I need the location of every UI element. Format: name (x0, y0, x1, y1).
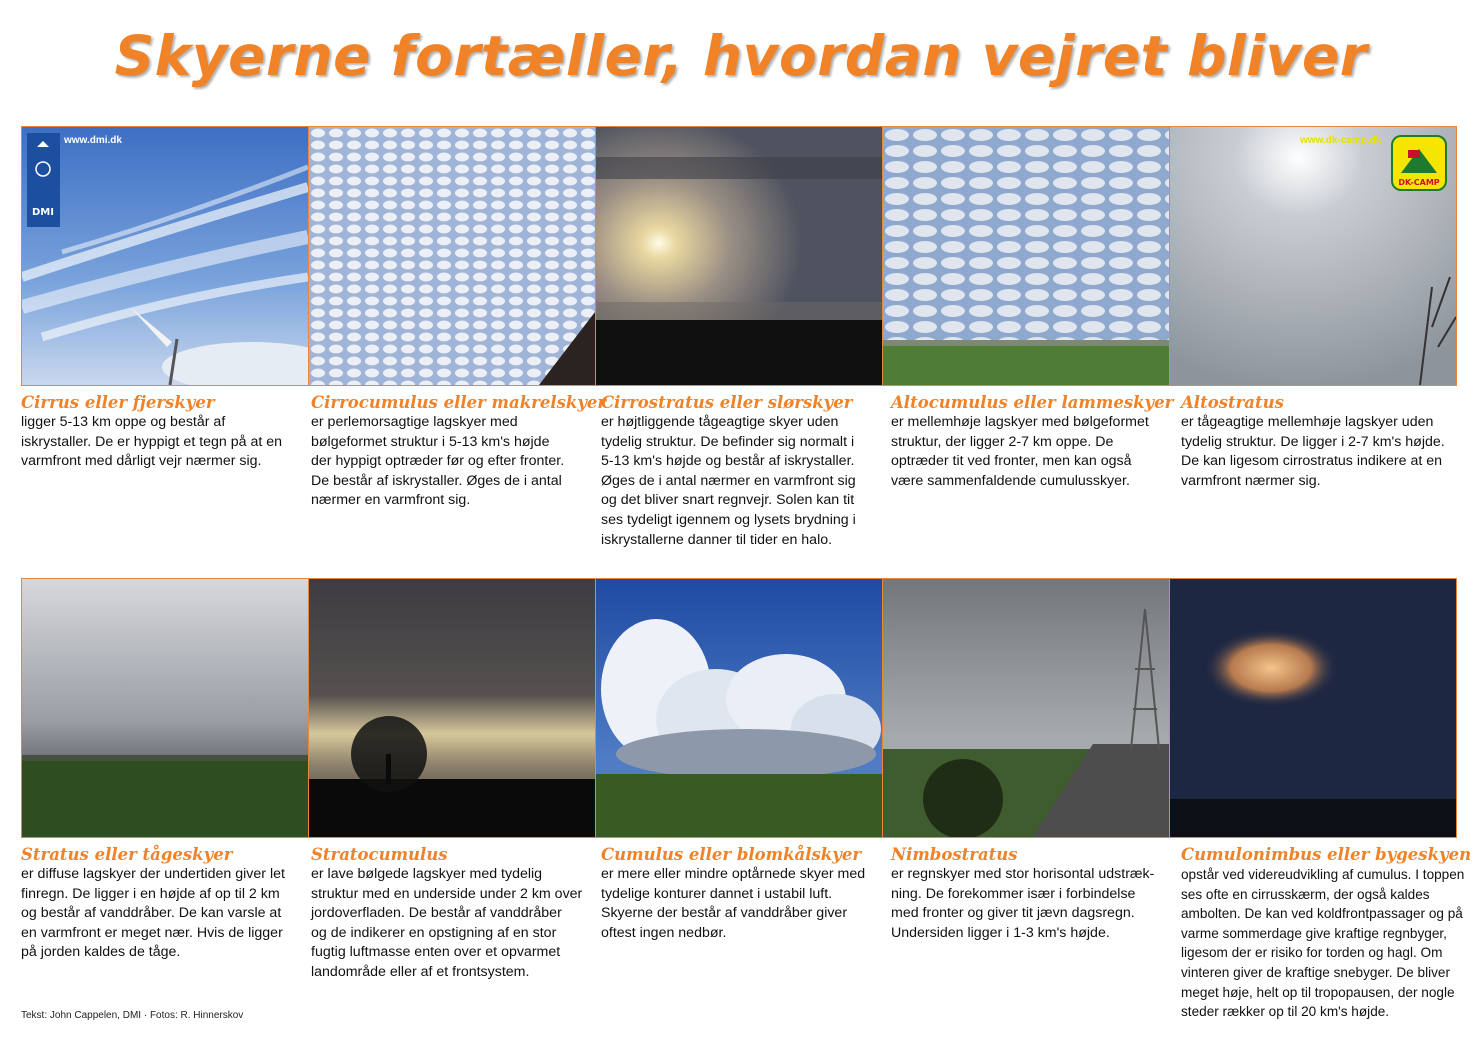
desc-line: iskrystaller. De er hyppigt et tegn på at en (21, 433, 283, 450)
desc-line: varmfront nærmer sig. (1181, 472, 1321, 489)
desc-line: jordoverfladen. De består af vanddråber (311, 905, 562, 922)
desc-line: en varmfront er meget nær. Hvis de ligger (21, 924, 283, 941)
desc-line: struktur, der ligger 2-7 km oppe. De (891, 433, 1114, 450)
cloud-description (891, 865, 1163, 943)
desc-line: er perlemorsagtige lagskyer med (311, 414, 518, 430)
desc-line: 5-13 km's højde og består af iskrystaller. (601, 453, 855, 470)
desc-line: De består af iskrystaller. Øges de i antal (311, 472, 562, 489)
desc-line: Undersiden ligger i 1-3 km's højde. (891, 924, 1110, 941)
photo-credit: Tekst: John Cappelen, DMI · Fotos: R. Hinnerskov (21, 1010, 244, 1021)
desc-line: ses ofte en cirrusskærm, der også kaldes (1181, 886, 1430, 902)
desc-line: varme sommerdage give kraftige regnbyger, (1181, 925, 1447, 941)
desc-line: meget høje, helt op til tropopausen, der nogle (1181, 984, 1455, 1000)
photo-cirrus (22, 127, 308, 385)
cloud-description (21, 413, 293, 472)
desc-line: og det bliver snart regnvejr. Solen kan tit (601, 492, 855, 509)
dkcamp-logo-label: DK-CAMP (1398, 178, 1440, 187)
photo-cumulonimbus (1169, 579, 1456, 837)
photo-nimbostratus (882, 579, 1169, 837)
caption-stratus (21, 845, 293, 963)
cloud-name: Cirrus eller fjerskyer (21, 393, 215, 412)
cloud-name: Stratocumulus (311, 845, 448, 864)
desc-line: med fronter og giver tit jævn dagsregn. (891, 905, 1135, 922)
desc-line: og består af vanddråber. De kan varsle at (21, 905, 282, 922)
cloud-description (1181, 413, 1453, 491)
photo-cirrocumulus (308, 127, 595, 385)
desc-line: ligesom der er risiko for torden og hagl. Om (1181, 945, 1443, 961)
desc-line: vinteren giver de kraftige snebyger. De bliver (1181, 964, 1450, 980)
desc-line: steder rækker op til 20 km's højde. (1181, 1004, 1390, 1020)
cloud-name: Cirrostratus eller slørskyer (601, 393, 853, 412)
desc-line: tydelig struktur. De befinder sig normalt i (601, 433, 855, 450)
cloud-name: Cirrocumulus eller makrelskyer (311, 393, 607, 412)
desc-line: iskrystallerne danner til tider en halo. (601, 531, 833, 548)
cloud-name: Cumulonimbus eller bygeskyen (1181, 845, 1472, 864)
desc-line: ligger 5-13 km oppe og består af (21, 414, 226, 430)
desc-line: fugtig luftmasse enten over et opvarmet (311, 944, 561, 961)
desc-line: ses tydeligt igennem og lysets brydning i (601, 511, 856, 528)
desc-line: er mellemhøje lagskyer med bølgeformet (891, 414, 1149, 430)
desc-line: der hyppigt optræder før og efter fronter. (311, 453, 565, 470)
caption-altocumulus (891, 393, 1174, 491)
cloud-name: Altostratus (1181, 393, 1284, 412)
desc-line: er regnskyer med stor horisontal udstræk- (891, 866, 1155, 882)
photo-altocumulus (882, 127, 1169, 385)
dmi-logo-label: DMI (32, 207, 54, 218)
cloud-name: Nimbostratus (891, 845, 1018, 864)
cloud-description (891, 413, 1163, 491)
desc-line: Øges de i antal nærmer en varmfront sig (601, 472, 856, 489)
desc-line: ambolten. De kan ved koldfrontpassager og på (1181, 906, 1463, 922)
desc-line: optræder tit ved fronter, men kan også (891, 453, 1132, 470)
photo-row-top (21, 126, 1457, 386)
cloud-description (21, 865, 293, 963)
caption-cirrocumulus (311, 393, 607, 511)
cloud-description (601, 413, 873, 550)
desc-line: er lave bølgede lagskyer med tydelig (311, 866, 543, 882)
desc-line: på jorden kaldes de tåge. (21, 944, 181, 961)
desc-line: Skyerne der består af vanddråber giver (601, 905, 848, 922)
desc-line: er tågeagtige mellemhøje lagskyer uden (1181, 414, 1434, 430)
cloud-description (311, 413, 583, 511)
caption-cirrus (21, 393, 293, 472)
photo-stratus (22, 579, 308, 837)
desc-line: nærmer en varmfront sig. (311, 492, 471, 509)
caption-cumulus (601, 845, 873, 943)
desc-line: er højtliggende tågeagtige skyer uden (601, 414, 839, 430)
desc-line: bølgeformet struktur i 5-13 km's højde (311, 433, 550, 450)
desc-line: er mere eller mindre optårnede skyer med (601, 866, 866, 882)
photo-stratocumulus (308, 579, 595, 837)
desc-line: er diffuse lagskyer der undertiden giver let (21, 866, 285, 882)
desc-line: og de indikerer en opstigning af en stor (311, 924, 557, 941)
desc-line: varmfront med dårligt vejr nærmer sig. (21, 453, 262, 470)
desc-line: De kan ligesom cirrostratus indikere at en (1181, 453, 1443, 470)
cloud-name: Altocumulus eller lammeskyer (891, 393, 1174, 412)
cloud-description (311, 865, 583, 983)
desc-line: finregn. De ligger i en højde af op til 2 km (21, 885, 280, 902)
dmi-logo (27, 133, 60, 227)
desc-line: opstår ved videreudvikling af cumulus. I toppen (1181, 867, 1465, 882)
photo-row-bottom (21, 578, 1457, 838)
cloud-description (601, 865, 873, 943)
desc-line: ning. De forekommer især i forbindelse (891, 885, 1136, 902)
caption-stratocumulus (311, 845, 583, 983)
desc-line: struktur med en underside under 2 km over (311, 885, 583, 902)
cloud-description (1181, 865, 1471, 1022)
photo-altostratus (1169, 127, 1456, 385)
desc-line: tydelig struktur. De ligger i 2-7 km's højde. (1181, 433, 1445, 450)
caption-altostratus (1181, 393, 1453, 491)
desc-line: oftest ingen nedbør. (601, 924, 727, 941)
dkcamp-url: www.dk-camp.dk (1300, 135, 1382, 146)
cloud-name: Cumulus eller blomkålskyer (601, 845, 862, 864)
dmi-url: www.dmi.dk (64, 135, 122, 146)
desc-line: landområde eller af et frontsystem. (311, 963, 530, 980)
caption-cumulonimbus (1181, 845, 1471, 1022)
dkcamp-logo (1391, 135, 1447, 191)
caption-cirrostratus (601, 393, 873, 550)
desc-line: være sammenfaldende cumulusskyer. (891, 472, 1130, 489)
photo-cirrostratus (595, 127, 882, 385)
photo-cumulus (595, 579, 882, 837)
cloud-name: Stratus eller tågeskyer (21, 845, 233, 864)
caption-nimbostratus (891, 845, 1163, 943)
page-title: Skyerne fortæller, hvordan vejret bliver (114, 24, 1368, 88)
desc-line: tydelige konturer dannet i ustabil luft. (601, 885, 833, 902)
